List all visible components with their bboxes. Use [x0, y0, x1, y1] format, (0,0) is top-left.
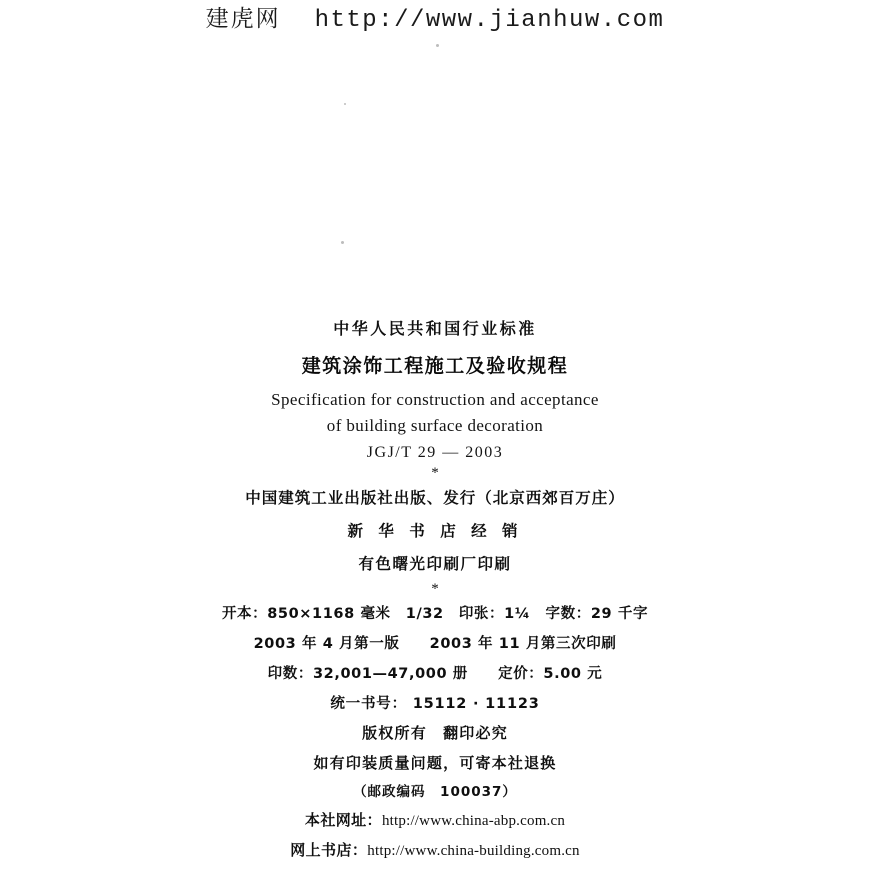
watermark-site-name: 建虎网: [205, 6, 281, 32]
scan-speck: [436, 44, 439, 47]
separator-asterisk-top: *: [431, 465, 439, 481]
postcode-line: （邮政编码 100037）: [353, 784, 517, 800]
isbn-line: 统一书号： 15112 · 11123: [330, 696, 540, 712]
watermark-url: http://www.jianhuw.com: [314, 7, 665, 34]
printer-line: 有色曙光印刷厂印刷: [358, 555, 512, 573]
publisher-website-label: 本社网址：: [304, 811, 382, 829]
standard-category: 中华人民共和国行业标准: [333, 319, 537, 338]
colophon-block: [0, 316, 870, 869]
edition-line: 2003 年 4 月第一版 2003 年 11 月第三次印刷: [253, 636, 617, 652]
print-run-line: 印数：32,001—47,000 册 定价：5.00 元: [267, 666, 603, 682]
format-line: 开本：850×1168 毫米 1/32 印张：1¼ 字数：29 千字: [221, 606, 649, 622]
return-policy-line: 如有印装质量问题，可寄本社退换: [313, 754, 557, 772]
document-title-en-line1: Specification for construction and acceptance: [271, 390, 599, 409]
scan-speck: [341, 241, 344, 244]
distributor-line: 新 华 书 店 经 销: [347, 522, 523, 540]
rights-line: 版权所有 翻印必究: [362, 724, 508, 742]
scan-speck: [344, 103, 346, 105]
watermark-header: [0, 0, 870, 34]
publisher-line: 中国建筑工业出版社出版、发行（北京西郊百万庄）: [245, 489, 625, 507]
separator-asterisk-bottom: *: [431, 581, 439, 597]
online-bookstore-line: [0, 839, 870, 860]
document-title-cn: 建筑涂饰工程施工及验收规程: [301, 355, 569, 377]
publisher-website-line: [0, 809, 870, 830]
online-bookstore-url[interactable]: http://www.china-building.com.cn: [367, 843, 580, 859]
publisher-website-url[interactable]: http://www.china-abp.com.cn: [381, 813, 566, 829]
standard-code: JGJ/T 29 — 2003: [366, 444, 504, 461]
document-title-en-line2: of building surface decoration: [326, 416, 544, 435]
online-bookstore-label: 网上书店：: [290, 841, 368, 859]
